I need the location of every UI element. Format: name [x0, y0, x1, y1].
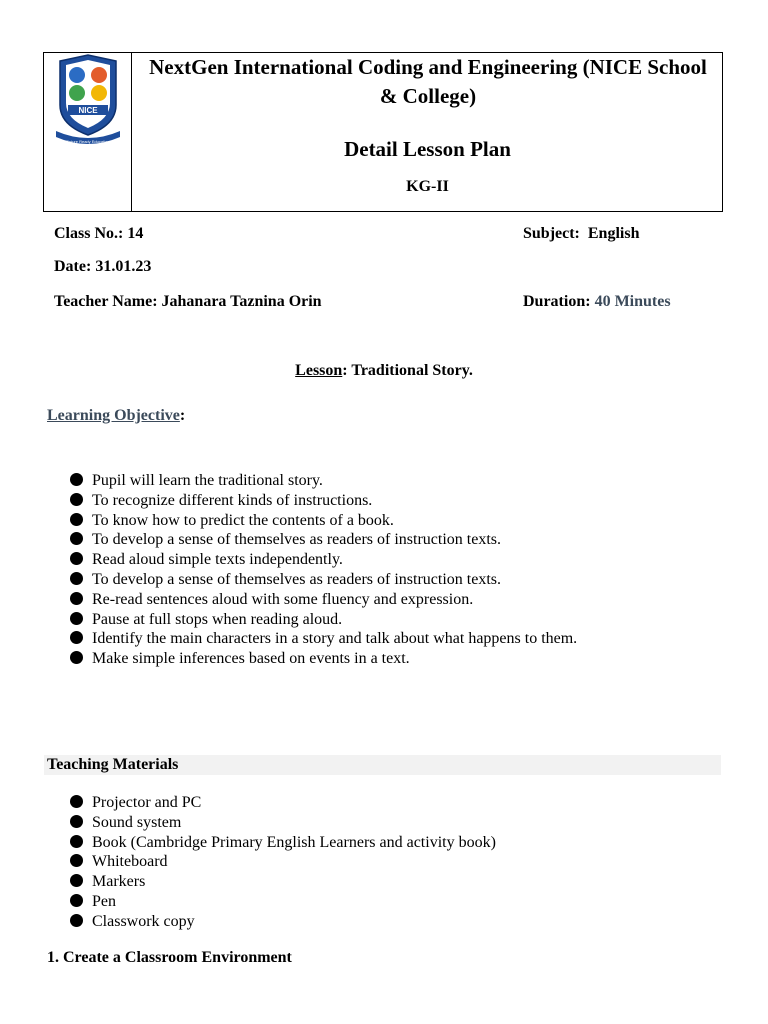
lesson-title	[0, 362, 768, 380]
bullet-icon	[70, 854, 83, 867]
bullet-icon	[70, 513, 83, 526]
bullet-icon	[70, 914, 83, 927]
list-item: Pupil will learn the traditional story.	[70, 471, 577, 491]
duration-label: Duration:	[523, 293, 595, 310]
bullet-icon	[70, 552, 83, 565]
bullet-icon	[70, 592, 83, 605]
list-item: Book (Cambridge Primary English Learners and activity book)	[70, 833, 496, 853]
list-item: Read aloud simple texts independently.	[70, 550, 577, 570]
lesson-date: Date: 31.01.23	[54, 258, 152, 275]
bullet-icon	[70, 815, 83, 828]
bullet-icon	[70, 874, 83, 887]
list-item: Whiteboard	[70, 852, 496, 872]
document-header	[43, 52, 723, 212]
list-item: To know how to predict the contents of a book.	[70, 511, 577, 531]
lesson-label: Lesson	[295, 362, 343, 379]
learning-objective-list	[70, 471, 577, 669]
document-title: Detail Lesson Plan	[344, 137, 511, 161]
school-logo-icon	[50, 53, 126, 153]
logo-cell	[44, 53, 132, 211]
list-item: Markers	[70, 872, 496, 892]
duration	[523, 293, 671, 311]
bullet-icon	[70, 473, 83, 486]
list-item: Classwork copy	[70, 912, 496, 932]
learning-objective-label: Learning Objective	[47, 407, 180, 424]
grade-label: KG-II	[406, 178, 449, 195]
bullet-icon	[70, 795, 83, 808]
list-item: To develop a sense of themselves as readers of instruction texts.	[70, 530, 577, 550]
list-item: Make simple inferences based on events in a text.	[70, 649, 577, 669]
bullet-icon	[70, 572, 83, 585]
list-item: Pause at full stops when reading aloud.	[70, 610, 577, 630]
list-item: Projector and PC	[70, 793, 496, 813]
teacher-name: Teacher Name: Jahanara Taznina Orin	[54, 293, 322, 310]
learning-objective-heading: Learning Objective:	[47, 407, 186, 424]
subject: Subject: English	[523, 225, 640, 242]
school-name: NextGen International Coding and Engineering (NICE School & College)	[149, 55, 707, 108]
bullet-icon	[70, 612, 83, 625]
teaching-materials-list	[70, 793, 496, 932]
bullet-icon	[70, 894, 83, 907]
list-item: Sound system	[70, 813, 496, 833]
section-1-heading: 1. Create a Classroom Environment	[47, 949, 292, 966]
bullet-icon	[70, 651, 83, 664]
lesson-name: : Traditional Story.	[342, 362, 473, 379]
bullet-icon	[70, 493, 83, 506]
list-item: Re-read sentences aloud with some fluency and expression.	[70, 590, 577, 610]
class-number: Class No.: 14	[54, 225, 144, 242]
teaching-materials-heading: Teaching Materials	[47, 756, 179, 773]
list-item: Pen	[70, 892, 496, 912]
bullet-icon	[70, 631, 83, 644]
list-item: To develop a sense of themselves as readers of instruction texts.	[70, 570, 577, 590]
duration-value: 40 Minutes	[594, 293, 671, 310]
bullet-icon	[70, 835, 83, 848]
logo-tagline: Future Ready Education	[66, 139, 110, 144]
list-item: To recognize different kinds of instructions.	[70, 491, 577, 511]
list-item: Identify the main characters in a story and talk about what happens to them.	[70, 629, 577, 649]
logo-text: NICE	[78, 106, 98, 115]
bullet-icon	[70, 532, 83, 545]
